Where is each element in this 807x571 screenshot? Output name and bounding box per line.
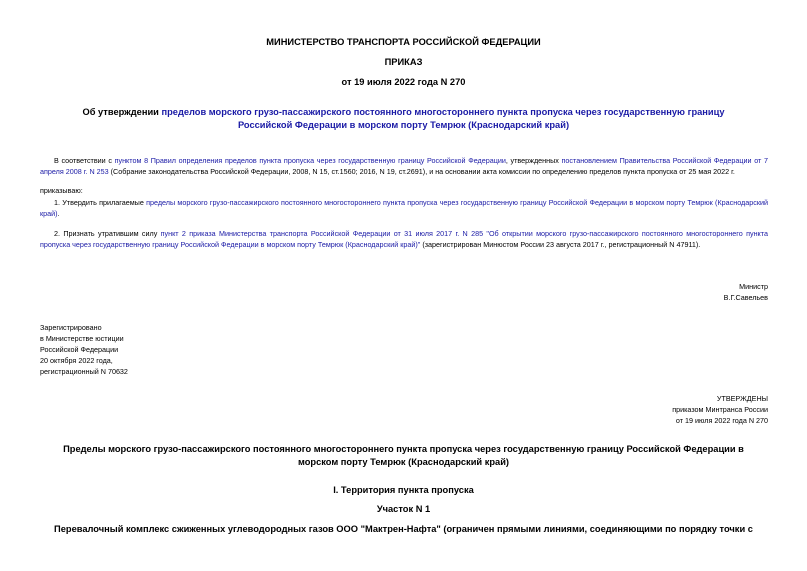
signature-position: Министр (739, 282, 768, 291)
approved-block (672, 393, 768, 426)
registration-line: Российской Федерации (40, 345, 119, 354)
p1-text-1: В соответствии с (54, 156, 115, 165)
item-2 (40, 228, 768, 250)
document-date-number: от 19 июля 2022 года N 270 (341, 77, 466, 87)
item1-text-2: . (57, 209, 60, 218)
item2-text-1: 2. Признать утратившим силу (54, 229, 161, 238)
ministry-heading: МИНИСТЕРСТВО ТРАНСПОРТА РОССИЙСКОЙ ФЕДЕРАЦИИ (266, 37, 541, 47)
item1-text-1: 1. Утвердить прилагаемые (54, 198, 147, 207)
document-title (60, 106, 747, 132)
section-heading: I. Территория пункта пропуска (333, 485, 474, 495)
p1-link-decree[interactable]: постановлением Правительства Российской Федерации от 7 апреля 2008 г. N 253 (40, 156, 768, 176)
item-1 (40, 197, 768, 219)
p1-link-rules[interactable]: пунктом 8 Правил определения пределов пункта пропуска через государственную границу Российской Федерации (114, 156, 506, 165)
registration-block (40, 322, 128, 377)
registration-line: регистрационный N 70632 (40, 367, 128, 376)
registration-line: в Министерстве юстиции (40, 334, 124, 343)
registration-line: Зарегистрировано (40, 323, 102, 332)
title-link[interactable]: пределов морского грузо-пассажирского постоянного многостороннего пункта пропуска через государственную границу Российской Федерации в морском порту Темрюк (Краснодарский край) (161, 107, 725, 130)
item2-text-2: (зарегистрирован Минюстом России 23 августа 2017 г., регистрационный N 47911). (420, 240, 701, 249)
p1-text-3: (Собрание законодательства Российской Федерации, 2008, N 15, ст.1560; 2016, N 19, ст.2691), и на основании акта комиссии по определению пределов пункта пропуска от 25 мая 2022 г. (108, 167, 735, 176)
p1-text-2: , утвержденных (505, 156, 562, 165)
paragraph-basis (40, 155, 768, 177)
subsection-heading: Участок N 1 (376, 504, 431, 514)
annex-title: Пределы морского грузо-пассажирского постоянного многостороннего пункта пропуска через государственную границу Российской Федерации в морском порту Темрюк (Краснодарский край) (63, 444, 744, 467)
approved-line: от 19 июля 2022 года N 270 (675, 416, 768, 425)
item2-link[interactable]: пункт 2 приказа Министерства транспорта Российской Федерации от 31 июля 2017 г. N 285 "Об открытии морского грузо-пассажирского постоянного многостороннего пункта пропуска через государственную границу Российской Федерации в морском порту Темрюк (Краснодарский край)" (40, 229, 768, 249)
approved-line: приказом Минтранса России (672, 405, 768, 414)
body-line: Перевалочный комплекс сжиженных углеводородных газов ООО "Мактрен-Нафта" (ограничен прямыми линиями, соединяющими по порядку точки с (54, 524, 753, 534)
approved-line: УТВЕРЖДЕНЫ (716, 394, 768, 403)
signature-name: В.Г.Савельев (723, 293, 768, 302)
registration-line: 20 октября 2022 года, (40, 356, 113, 365)
orders-word: приказываю: (40, 186, 83, 195)
item1-link[interactable]: пределы морского грузо-пассажирского постоянного многостороннего пункта пропуска через государственную границу Российской Федерации в морском порту Темрюк (Краснодарский край) (40, 198, 768, 218)
title-prefix: Об утверждении (82, 107, 162, 117)
document-type: ПРИКАЗ (384, 57, 423, 67)
